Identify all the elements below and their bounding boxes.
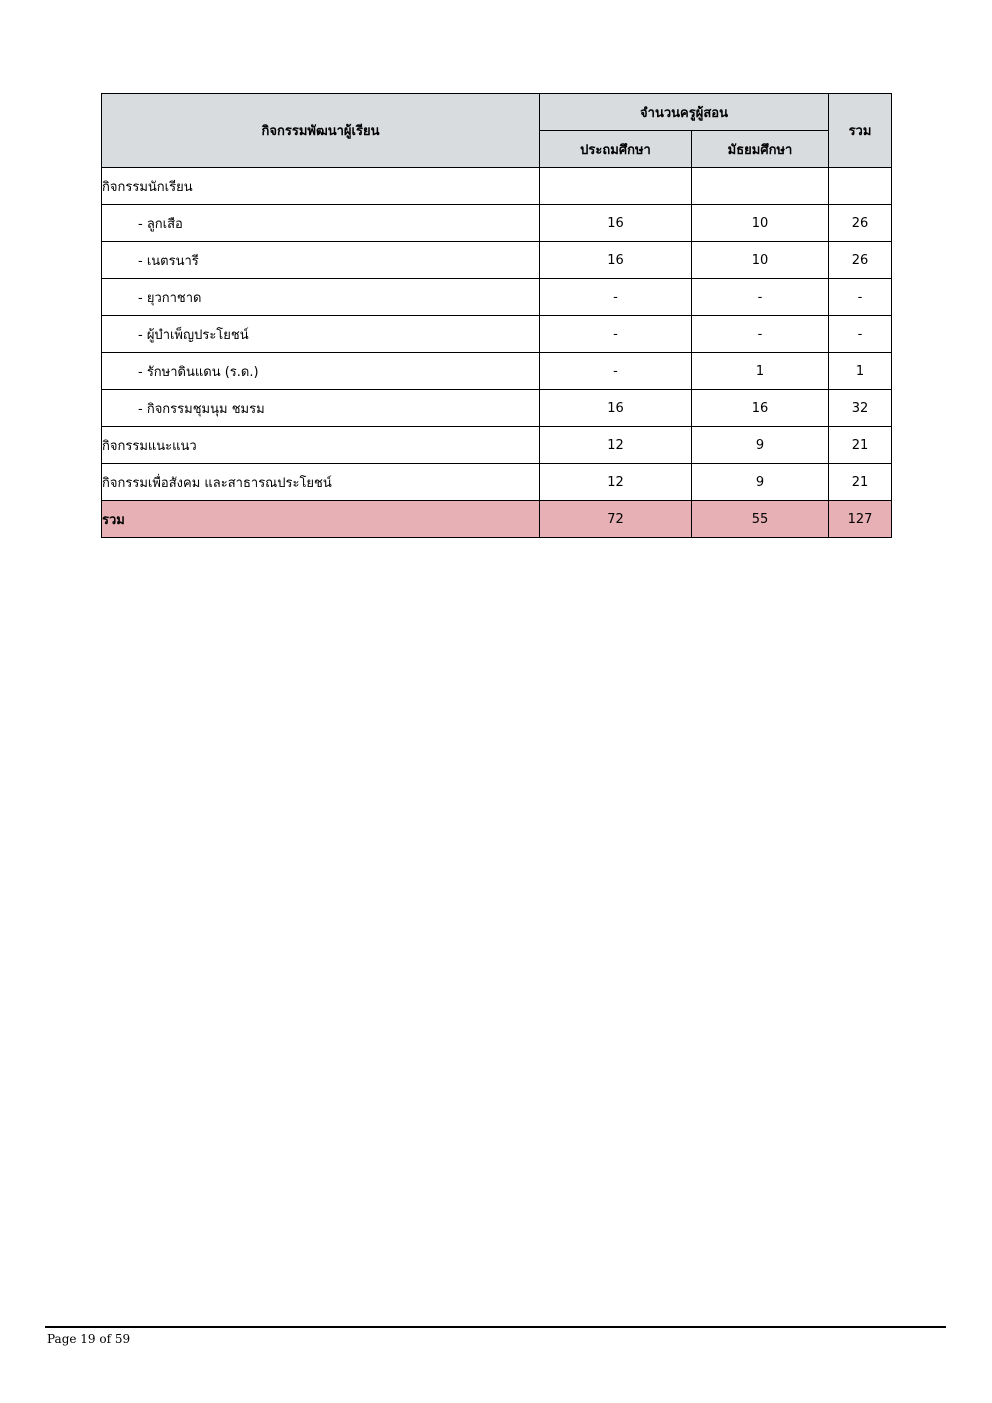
row-label: - ยุวกาชาด — [102, 279, 540, 316]
row-total: 21 — [829, 427, 892, 464]
table-row — [102, 353, 892, 390]
row-label: - เนตรนารี — [102, 242, 540, 279]
row-secondary: 10 — [692, 205, 829, 242]
row-secondary: - — [692, 316, 829, 353]
footer-divider — [45, 1326, 946, 1328]
table-row — [102, 464, 892, 501]
header-secondary: มัธยมศึกษา — [692, 131, 829, 168]
table-row — [102, 390, 892, 427]
row-total: 21 — [829, 464, 892, 501]
header-teachers-group: จำนวนครูผู้สอน — [540, 94, 829, 131]
header-activity: กิจกรรมพัฒนาผู้เรียน — [102, 94, 540, 168]
row-label: กิจกรรมแนะแนว — [102, 427, 540, 464]
row-label: กิจกรรมเพื่อสังคม และสาธารณประโยชน์ — [102, 464, 540, 501]
row-secondary: 9 — [692, 464, 829, 501]
row-primary: - — [540, 353, 692, 390]
row-total: 26 — [829, 242, 892, 279]
row-primary: 16 — [540, 242, 692, 279]
row-total: 26 — [829, 205, 892, 242]
row-label: - กิจกรรมชุมนุม ชมรม — [102, 390, 540, 427]
header-primary: ประถมศึกษา — [540, 131, 692, 168]
activity-teacher-table — [101, 93, 892, 538]
row-secondary: 16 — [692, 390, 829, 427]
total-secondary: 55 — [692, 501, 829, 538]
row-total: 1 — [829, 353, 892, 390]
row-primary: 16 — [540, 205, 692, 242]
row-primary: 12 — [540, 427, 692, 464]
total-total: 127 — [829, 501, 892, 538]
row-secondary — [692, 168, 829, 205]
row-secondary: 1 — [692, 353, 829, 390]
table-row — [102, 427, 892, 464]
row-secondary: 10 — [692, 242, 829, 279]
row-primary: - — [540, 316, 692, 353]
row-primary: 16 — [540, 390, 692, 427]
row-total: - — [829, 316, 892, 353]
row-secondary: - — [692, 279, 829, 316]
table-row — [102, 242, 892, 279]
table-row — [102, 168, 892, 205]
table-row — [102, 205, 892, 242]
page-number: Page 19 of 59 — [47, 1332, 131, 1346]
row-primary: - — [540, 279, 692, 316]
total-primary: 72 — [540, 501, 692, 538]
row-label: - รักษาดินแดน (ร.ด.) — [102, 353, 540, 390]
header-total: รวม — [829, 94, 892, 168]
table-row — [102, 316, 892, 353]
total-label: รวม — [102, 501, 540, 538]
row-label: กิจกรรมนักเรียน — [102, 168, 540, 205]
row-primary — [540, 168, 692, 205]
row-secondary: 9 — [692, 427, 829, 464]
row-total: 32 — [829, 390, 892, 427]
row-total — [829, 168, 892, 205]
row-primary: 12 — [540, 464, 692, 501]
table-row — [102, 279, 892, 316]
row-label: - ผู้บำเพ็ญประโยชน์ — [102, 316, 540, 353]
row-total: - — [829, 279, 892, 316]
row-label: - ลูกเสือ — [102, 205, 540, 242]
total-row — [102, 501, 892, 538]
